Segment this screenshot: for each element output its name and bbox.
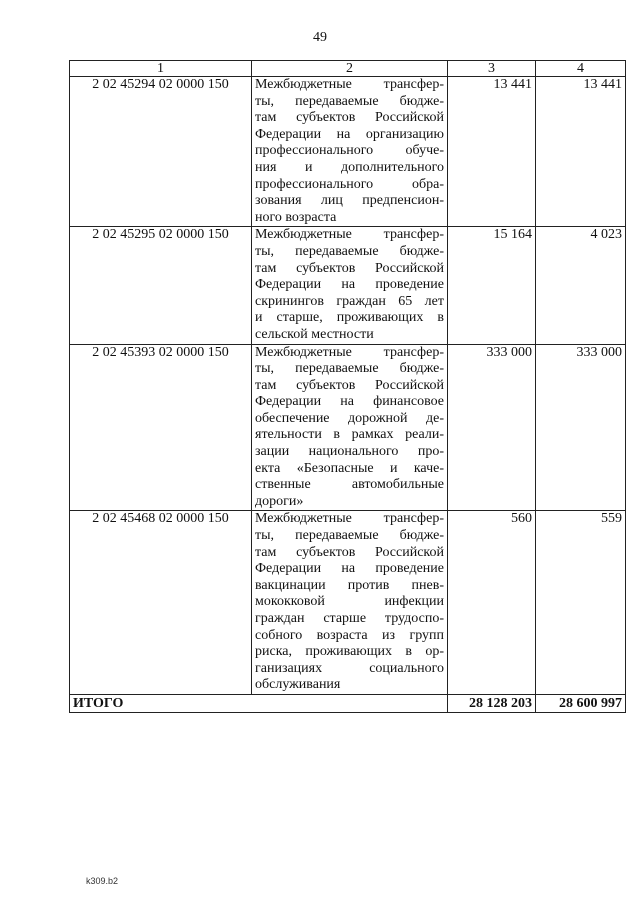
description-line: Федерации на проведение: [255, 561, 444, 577]
amount-col4: 13 441: [536, 77, 626, 227]
table-row: [70, 511, 626, 695]
description-line: вакцинации против пнев-: [255, 577, 444, 593]
amount-col3: 333 000: [448, 344, 536, 511]
description-line: собного возраста из групп: [255, 627, 444, 643]
amount-col3: 13 441: [448, 77, 536, 227]
budget-table: [69, 60, 626, 713]
transfer-description: [252, 77, 448, 227]
description-line: там субъектов Российской: [255, 377, 444, 393]
description-line: ного возраста: [255, 209, 337, 225]
description-line: зования лиц предпенсион-: [255, 193, 444, 209]
description-line: обслуживания: [255, 677, 341, 693]
description-line: там субъектов Российской: [255, 544, 444, 560]
description-line: зации национального про-: [255, 444, 444, 460]
column-header-1: 1: [70, 61, 252, 77]
transfer-description: [252, 511, 448, 695]
description-line: ственные автомобильные: [255, 477, 444, 493]
description-line: Федерации на организацию: [255, 126, 444, 142]
description-line: Межбюджетные трансфер-: [255, 77, 444, 92]
budget-code: 2 02 45294 02 0000 150: [70, 77, 252, 227]
description-line: сельской местности: [255, 326, 374, 342]
description-line: Федерации на проведение: [255, 277, 444, 293]
transfer-description: [252, 227, 448, 344]
description-line: Межбюджетные трансфер-: [255, 227, 444, 243]
total-col3: 28 128 203: [448, 694, 536, 712]
budget-code: 2 02 45295 02 0000 150: [70, 227, 252, 344]
description-line: профессионального обра-: [255, 176, 444, 192]
footer-document-code: k309.b2: [86, 876, 119, 886]
description-line: ятельности в рамках реали-: [255, 427, 444, 443]
description-line: Межбюджетные трансфер-: [255, 344, 444, 360]
description-line: ты, передаваемые бюдже-: [255, 361, 444, 377]
description-line: риска, проживающих в ор-: [255, 644, 444, 660]
total-label: ИТОГО: [70, 694, 448, 712]
description-line: там субъектов Российской: [255, 260, 444, 276]
budget-code: 2 02 45393 02 0000 150: [70, 344, 252, 511]
table-row: [70, 227, 626, 344]
description-line: ния и дополнительного: [255, 159, 444, 175]
description-line: дороги»: [255, 493, 304, 509]
amount-col3: 560: [448, 511, 536, 695]
description-line: и старше, проживающих в: [255, 310, 444, 326]
total-col4: 28 600 997: [536, 694, 626, 712]
description-line: ты, передаваемые бюдже-: [255, 528, 444, 544]
table-row: [70, 77, 626, 227]
total-row: [70, 694, 626, 712]
column-header-4: 4: [536, 61, 626, 77]
budget-code: 2 02 45468 02 0000 150: [70, 511, 252, 695]
description-line: ты, передаваемые бюдже-: [255, 93, 444, 109]
header-row: [70, 61, 626, 77]
description-line: Федерации на финансовое: [255, 394, 444, 410]
description-line: мококковой инфекции: [255, 594, 444, 610]
column-header-3: 3: [448, 61, 536, 77]
description-line: скринингов граждан 65 лет: [255, 293, 444, 309]
description-line: Межбюджетные трансфер-: [255, 511, 444, 527]
page-number: 49: [313, 30, 327, 45]
transfer-description: [252, 344, 448, 511]
description-line: граждан старше трудоспо-: [255, 611, 444, 626]
description-line: екта «Безопасные и каче-: [255, 460, 444, 476]
amount-col4: 4 023: [536, 227, 626, 344]
description-line: там субъектов Российской: [255, 110, 444, 126]
amount-col4: 333 000: [536, 344, 626, 511]
amount-col4: 559: [536, 511, 626, 695]
description-line: обеспечение дорожной де-: [255, 410, 444, 426]
description-line: профессионального обуче-: [255, 143, 444, 159]
description-line: ты, передаваемые бюдже-: [255, 243, 444, 259]
description-line: ганизациях социального: [255, 660, 444, 676]
table-row: [70, 344, 626, 511]
amount-col3: 15 164: [448, 227, 536, 344]
column-header-2: 2: [252, 61, 448, 77]
